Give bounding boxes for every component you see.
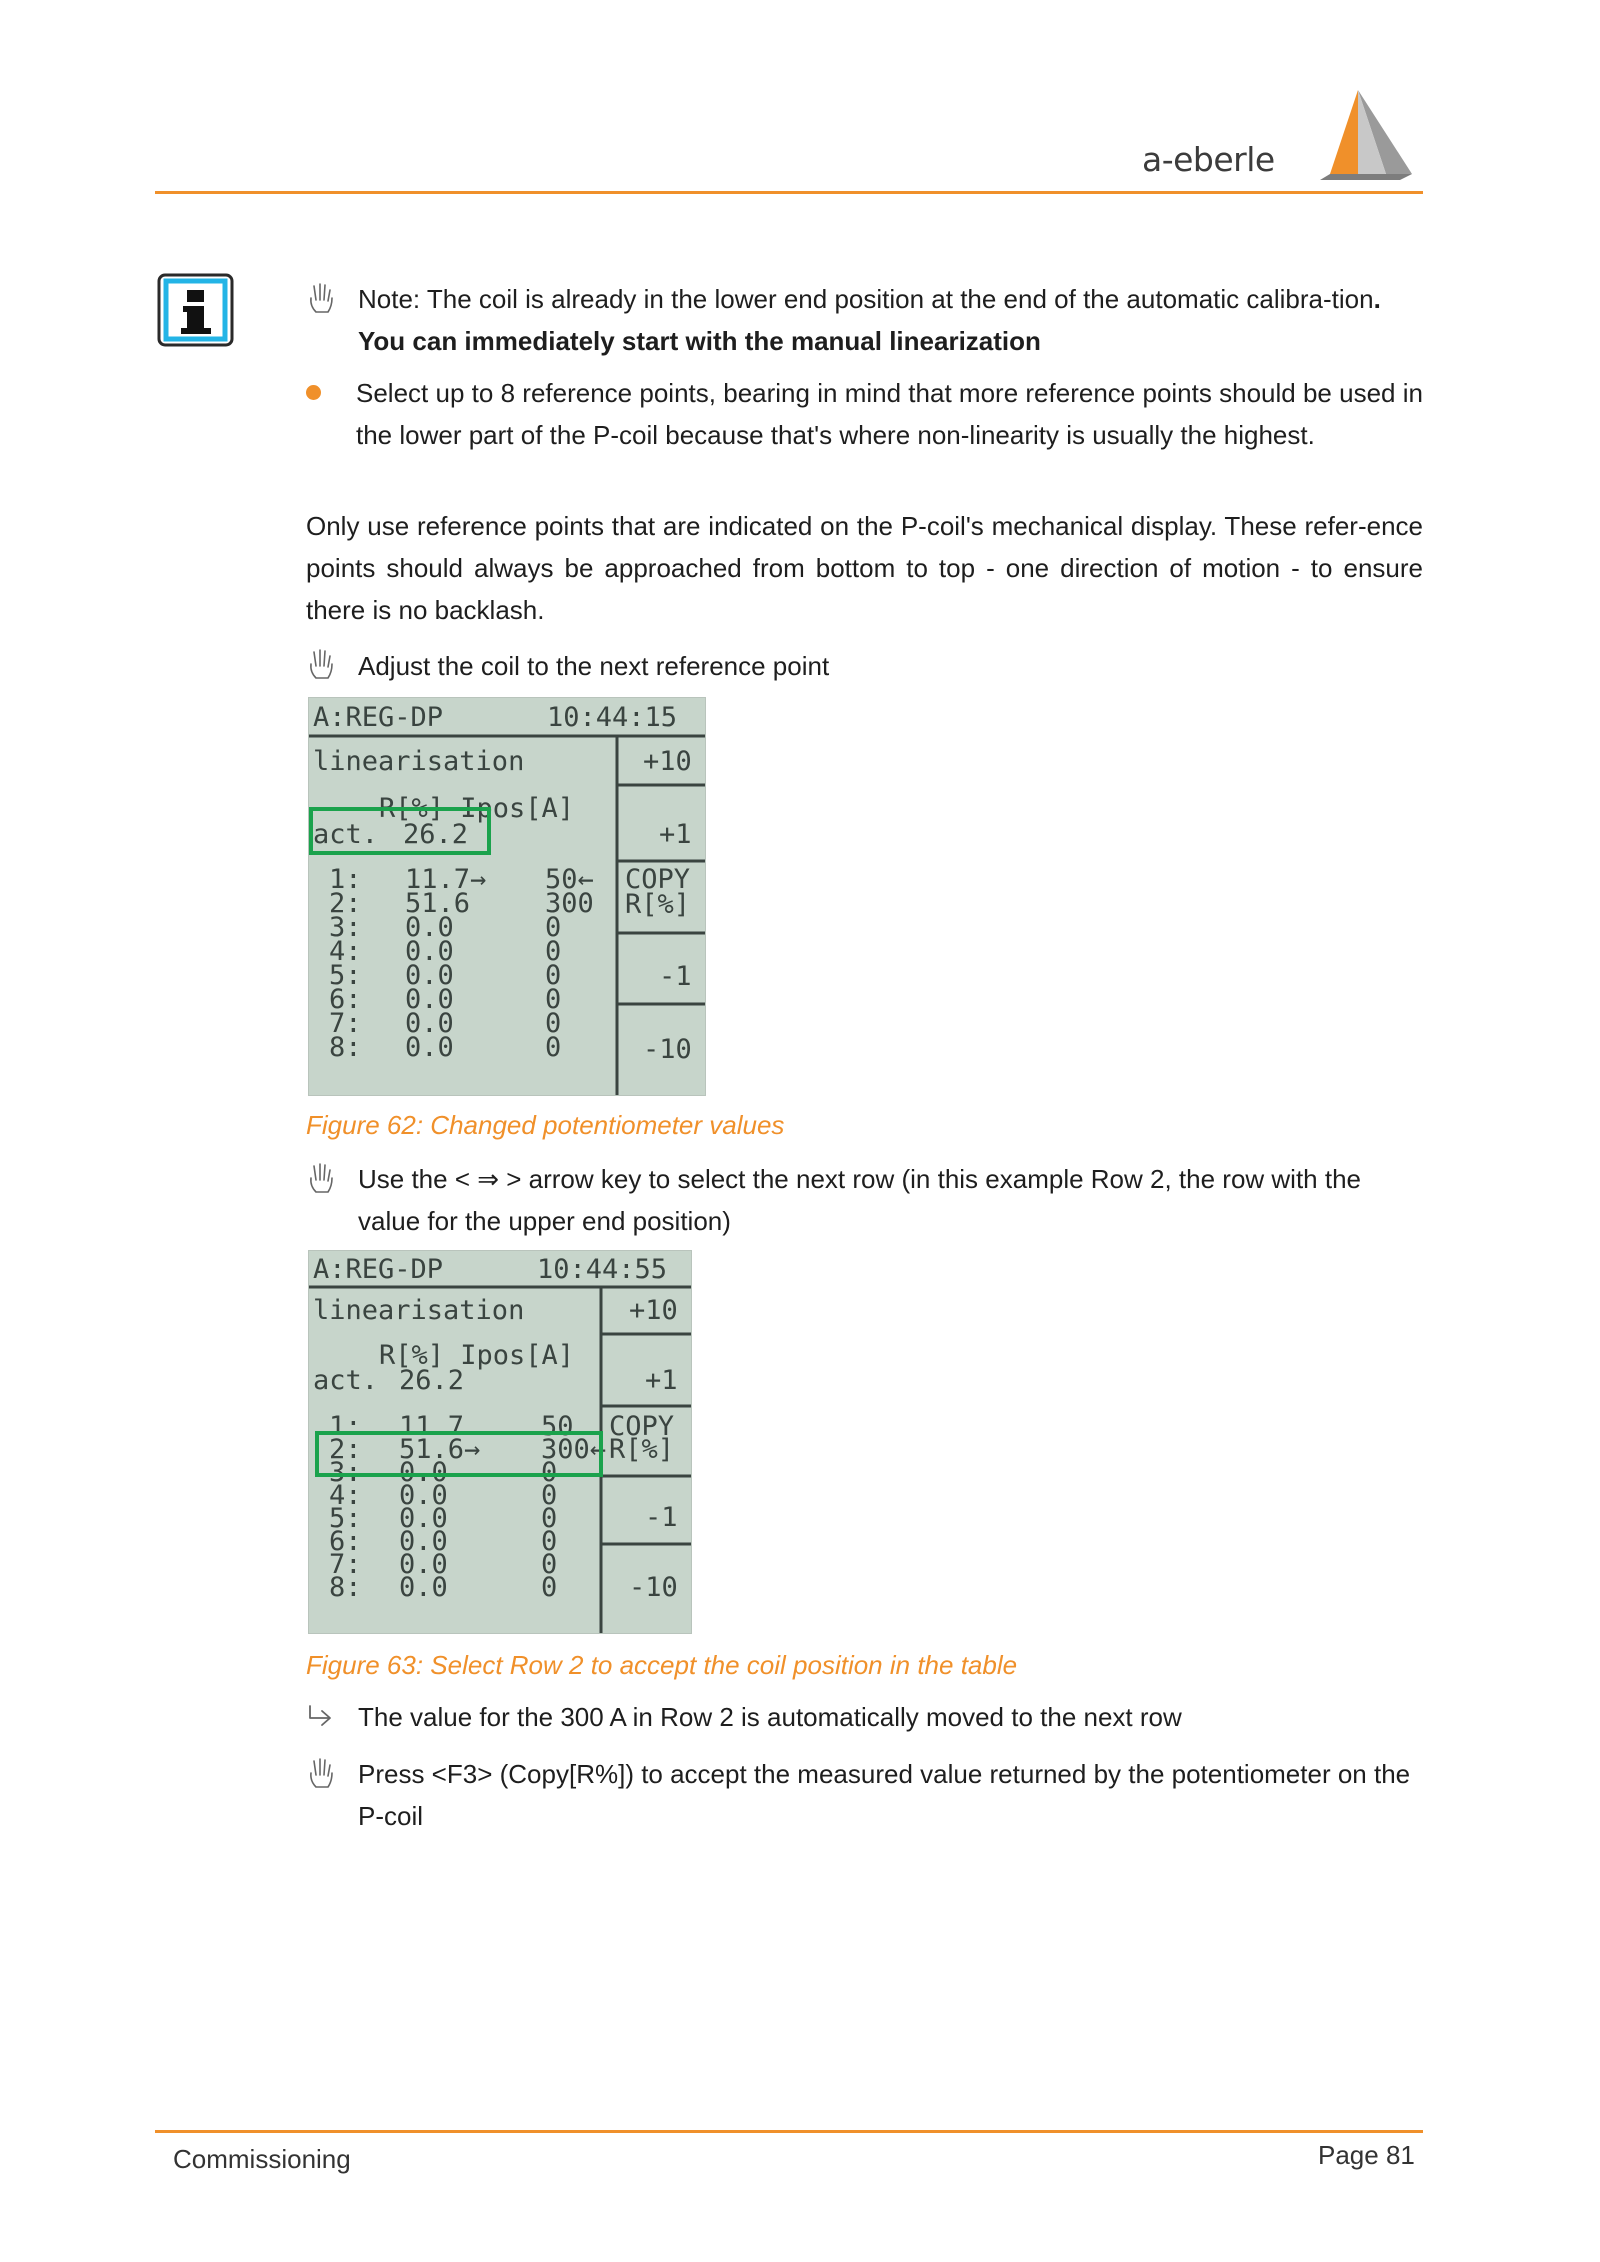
lcd-column-headers: R[%] Ipos[A] bbox=[379, 1340, 575, 1371]
lcd-row-idx: 5: bbox=[329, 960, 362, 991]
hand-pointer-icon bbox=[306, 282, 336, 316]
lcd-row-idx: 1: bbox=[329, 864, 362, 895]
softkey-r-percent[interactable]: R[%] bbox=[609, 1434, 675, 1465]
lcd-row-idx: 3: bbox=[329, 1457, 362, 1488]
hand-pointer-icon bbox=[306, 648, 336, 682]
lcd-row-ipos: 0 bbox=[541, 1526, 558, 1557]
lcd-row-r: 0.0 bbox=[405, 984, 454, 1015]
lcd-row-r: 0.0 bbox=[399, 1526, 448, 1557]
lcd-act-label: act. bbox=[313, 1365, 379, 1396]
softkey-minus1[interactable]: -1 bbox=[659, 961, 692, 992]
result-text: The value for the 300 A in Row 2 is automatically moved to the next row bbox=[358, 1702, 1182, 1732]
hand-pointer-icon bbox=[306, 1162, 336, 1196]
lcd-row-idx: 7: bbox=[329, 1008, 362, 1039]
softkey-plus1[interactable]: +1 bbox=[645, 1365, 678, 1396]
figure63-caption: Figure 63: Select Row 2 to accept the coil position in the table bbox=[306, 1650, 1018, 1680]
softkey-minus10[interactable]: -10 bbox=[629, 1572, 678, 1603]
lcd-row-idx: 1: bbox=[329, 1411, 362, 1442]
lcd-row-ipos: 0 bbox=[545, 912, 562, 943]
softkey-plus10[interactable]: +10 bbox=[643, 746, 692, 777]
footer-rule bbox=[155, 2130, 1423, 2133]
softkey-minus1[interactable]: -1 bbox=[645, 1502, 678, 1533]
softkey-plus10[interactable]: +10 bbox=[629, 1295, 678, 1326]
lcd-row-idx: 6: bbox=[329, 1526, 362, 1557]
lcd-act-value: 26.2 bbox=[399, 1365, 465, 1396]
lcd-row-ipos: 0 bbox=[541, 1503, 558, 1534]
lcd-row-r: 0.0 bbox=[399, 1457, 448, 1488]
lcd-row-idx: 6: bbox=[329, 984, 362, 1015]
lcd-act-value: 26.2 bbox=[403, 819, 469, 850]
lcd-screen-figure62 bbox=[308, 697, 706, 1096]
softkey-minus10[interactable]: -10 bbox=[643, 1034, 692, 1065]
lcd-row-ipos: 0 bbox=[545, 936, 562, 967]
lcd-row-idx: 8: bbox=[329, 1572, 362, 1603]
lcd-row-r: 51.6→ bbox=[399, 1434, 481, 1465]
lcd-row-idx: 2: bbox=[329, 888, 362, 919]
softkey-copy[interactable]: COPY bbox=[625, 864, 691, 895]
lcd-time: 10:44:15 bbox=[547, 702, 678, 733]
softkey-r-percent[interactable]: R[%] bbox=[625, 889, 691, 920]
lcd-row-ipos: 0 bbox=[541, 1572, 558, 1603]
lcd-mode: linearisation bbox=[313, 1295, 525, 1326]
note-text-bold: . You can immediately start with the manual linearization bbox=[358, 284, 1381, 356]
lcd-row-r: 0.0 bbox=[405, 936, 454, 967]
lcd-row-r: 0.0 bbox=[399, 1549, 448, 1580]
lcd-row-ipos: 0 bbox=[541, 1457, 558, 1488]
lcd-title: A:REG-DP bbox=[313, 702, 444, 733]
footer-page-number: Page 81 bbox=[1318, 2140, 1415, 2170]
hand-pointer-icon bbox=[306, 1757, 336, 1791]
lcd-row-idx: 7: bbox=[329, 1549, 362, 1580]
lcd-time: 10:44:55 bbox=[537, 1254, 668, 1285]
lcd-row-ipos: 0 bbox=[541, 1480, 558, 1511]
lcd-row-idx: 8: bbox=[329, 1032, 362, 1063]
lcd-row-ipos: 300 bbox=[545, 888, 594, 919]
lcd-mode: linearisation bbox=[313, 746, 525, 777]
header-rule bbox=[155, 191, 1423, 194]
bullet-text: Select up to 8 reference points, bearing in mind that more reference points should be used in the lower part of the P-coil because that's where non-linearity is usually the highest. bbox=[356, 378, 1423, 450]
lcd-row-ipos: 0 bbox=[545, 984, 562, 1015]
lcd-screen-figure63 bbox=[308, 1250, 692, 1634]
lcd-row-r: 0.0 bbox=[399, 1503, 448, 1534]
bullet-dot bbox=[306, 385, 321, 400]
softkey-copy[interactable]: COPY bbox=[609, 1411, 675, 1442]
lcd-row-r: 0.0 bbox=[399, 1572, 448, 1603]
lcd-row-r: 11.7→ bbox=[405, 864, 487, 895]
body-paragraph: Only use reference points that are indicated on the P-coil's mechanical display. These refer-ence points should always be approached from bottom to top - one direction of motion - to ensure there is no backlash. bbox=[306, 511, 1423, 625]
result-arrow-icon bbox=[306, 1700, 336, 1734]
note-text bbox=[358, 278, 1408, 362]
lcd-row-r: 0.0 bbox=[405, 960, 454, 991]
lcd-title: A:REG-DP bbox=[313, 1254, 444, 1285]
logo-text: a-eberle bbox=[1142, 140, 1275, 179]
lcd-column-headers: R[%] Ipos[A] bbox=[379, 793, 575, 824]
lcd-row-ipos: 0 bbox=[545, 1032, 562, 1063]
lcd-row-ipos: 0 bbox=[541, 1549, 558, 1580]
lcd-row-ipos: 50 bbox=[541, 1411, 574, 1442]
lcd-row-r: 0.0 bbox=[405, 1008, 454, 1039]
note-text-regular: Note: The coil is already in the lower end position at the end of the automatic calibra-tion bbox=[358, 284, 1374, 314]
lcd-row-ipos: 50← bbox=[545, 864, 594, 895]
lcd-row-r: 0.0 bbox=[405, 912, 454, 943]
logo-triangle-icon bbox=[1300, 90, 1412, 180]
lcd-row-r: 11.7 bbox=[399, 1411, 465, 1442]
lcd-row-r: 51.6 bbox=[405, 888, 471, 919]
lcd-row-ipos: 300← bbox=[541, 1434, 607, 1465]
lcd-row-r: 0.0 bbox=[399, 1480, 448, 1511]
softkey-plus1[interactable]: +1 bbox=[659, 819, 692, 850]
lcd-row-r: 0.0 bbox=[405, 1032, 454, 1063]
lcd-row-idx: 4: bbox=[329, 936, 362, 967]
lcd-row-ipos: 0 bbox=[545, 960, 562, 991]
info-icon bbox=[157, 273, 234, 347]
step-press-text: Press <F3> (Copy[R%]) to accept the measured value returned by the potentiometer on the P-coil bbox=[358, 1759, 1411, 1831]
lcd-act-label: act. bbox=[313, 819, 379, 850]
step-arrow-key-text: Use the < ⇒ > arrow key to select the next row (in this example Row 2, the row with the value for the upper end position) bbox=[358, 1164, 1362, 1236]
footer-section: Commissioning bbox=[173, 2144, 351, 2174]
step-adjust-text: Adjust the coil to the next reference point bbox=[358, 651, 830, 681]
lcd-row-ipos: 0 bbox=[545, 1008, 562, 1039]
lcd-row-idx: 2: bbox=[329, 1434, 362, 1465]
lcd-row-idx: 5: bbox=[329, 1503, 362, 1534]
lcd-row-idx: 3: bbox=[329, 912, 362, 943]
figure62-caption: Figure 62: Changed potentiometer values bbox=[306, 1110, 785, 1140]
lcd-row-idx: 4: bbox=[329, 1480, 362, 1511]
